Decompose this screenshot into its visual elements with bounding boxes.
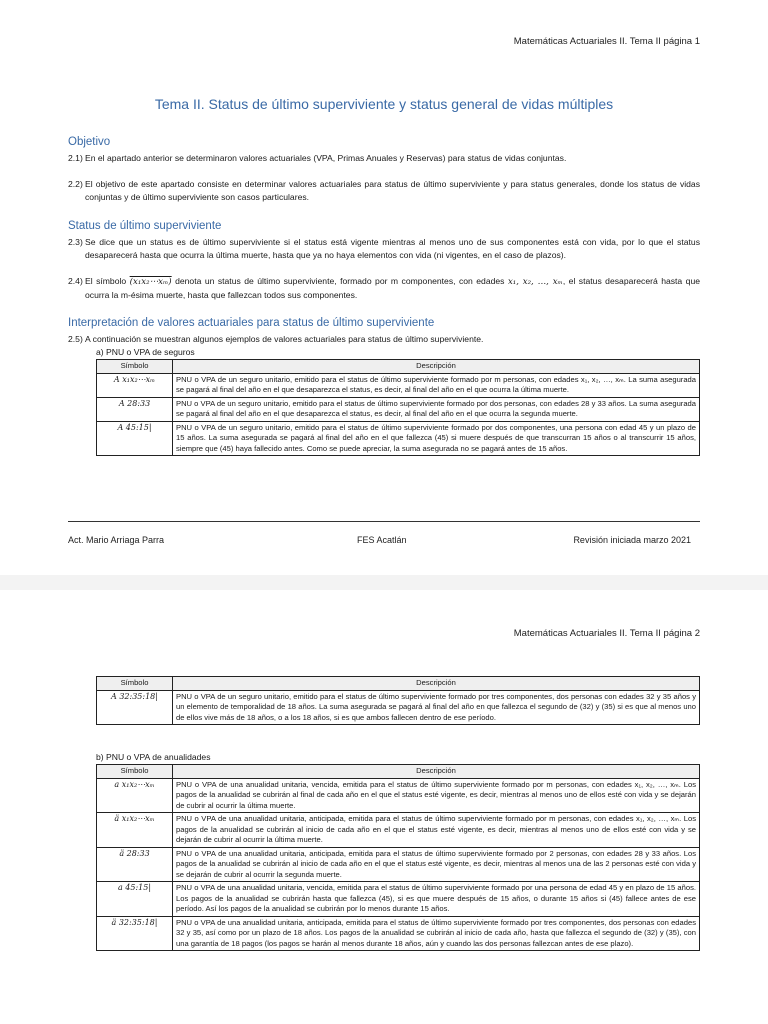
section-heading-status: Status de último superviviente — [68, 220, 222, 232]
paragraph-number: 2.1) — [68, 153, 83, 163]
symbol-cell: A 28:33 — [97, 397, 173, 421]
table-row — [97, 421, 700, 456]
table-header-row — [97, 677, 700, 691]
paragraph-text: El objetivo de este apartado consiste en determinar valores actuariales para status de último superviviente y para status generales, donde los status de vidas conjuntas y de último superviviente son casos particulares. — [85, 179, 700, 202]
symbol-cell: A 32:35:18| — [97, 690, 173, 725]
table-seguros-continuacion — [96, 676, 700, 725]
paragraph-text — [68, 275, 700, 302]
description-cell: PNU o VPA de un seguro unitario, emitido para el status de último superviviente formado por dos personas, con edades 28 y 33 años. La suma asegurada se pagará al final del año en el que desaparezca el status, es decir, al final del año en el que ocurra la segunda muerte. — [173, 397, 700, 421]
table-row — [97, 916, 700, 951]
footer-divider — [68, 521, 700, 522]
table-row — [97, 690, 700, 725]
paragraph-2-4 — [68, 275, 700, 302]
column-header-description: Descripción — [173, 765, 700, 779]
column-header-description: Descripción — [173, 360, 700, 374]
table-row — [97, 397, 700, 421]
symbol-cell: A 45:15| — [97, 421, 173, 456]
paragraph-2-1 — [68, 152, 700, 165]
description-cell: PNU o VPA de un seguro unitario, emitido para el status de último superviviente formado por m personas, con edades x₁, x₂, …, xₘ. La suma asegurada se pagará al final del año en el que desaparezca el status, es decir, al final del año en el que ocurra la última muerte. — [173, 373, 700, 397]
footer-institution: FES Acatlán — [357, 535, 407, 545]
table-seguros — [96, 359, 700, 456]
symbol-cell: ä 32:35:18| — [97, 916, 173, 951]
document-title: Tema II. Status de último superviviente y status general de vidas múltiples — [154, 96, 614, 112]
paragraph-2-3 — [68, 236, 700, 262]
paragraph-2-2 — [68, 178, 700, 204]
footer-author: Act. Mario Arriaga Parra — [68, 535, 165, 545]
footer-revision: Revisión iniciada marzo 2021 — [573, 535, 691, 545]
ages-symbol: x₁, x₂, …, xₘ — [507, 277, 563, 287]
symbol-cell: a x₁x₂⋯xₘ — [97, 778, 173, 813]
table-row — [97, 882, 700, 917]
description-cell: PNU o VPA de una anualidad unitaria, vencida, emitida para el status de último superviviente formado por m personas, con edades x₁, x₂, …, xₘ. Los pagos de la anualidad se cubrirán al final de cada año en el que el status esté vigente, es decir, mientras al menos uno de ellos esté con vida y se dejarán de cubrir al ocurrir la última muerte. — [173, 778, 700, 813]
paragraph-text: En el apartado anterior se determinaron valores actuariales (VPA, Primas Anuales y Reservas) para status de vidas conjuntas. — [85, 153, 567, 163]
symbol-cell: a 45:15| — [97, 882, 173, 917]
column-header-symbol: Símbolo — [97, 765, 173, 779]
table-header-row — [97, 360, 700, 374]
last-survivor-symbol: (x₁x₂⋯xₘ) — [129, 277, 172, 287]
table-row — [97, 847, 700, 882]
column-header-description: Descripción — [173, 677, 700, 691]
page-header: Matemáticas Actuariales II. Tema II página 1 — [513, 36, 700, 47]
column-header-symbol: Símbolo — [97, 360, 173, 374]
paragraph-2-5 — [68, 333, 700, 346]
table-anualidades — [96, 764, 700, 951]
description-cell: PNU o VPA de una anualidad unitaria, anticipada, emitida para el status de último superviviente formado por m personas, con edades x₁, x₂, …, xₘ. Los pagos de la anualidad se cubrirán al inicio de cada año en el que el status esté vigente, es decir, mientras al menos uno de ellos esté con vida y se dejarán de cubrir al ocurrir la última muerte. — [173, 813, 700, 848]
symbol-cell: ä 28:33 — [97, 847, 173, 882]
table-row — [97, 373, 700, 397]
description-cell: PNU o VPA de una anualidad unitaria, anticipada, emitida para el status de último superviviente formado por 2 personas, con edades 28 y 33 años. Los pagos de la anualidad se cubrirán al inicio de cada año en el que el status esté vigente, es decir, mientras al menos una de las 2 personas esté con vida y se dejarán de cubrir al ocurrir la segunda muerte. — [173, 847, 700, 882]
description-cell: PNU o VPA de una anualidad unitaria, vencida, emitida para el status de último superviviente formado por una persona de edad 45 y en plazo de 15 años. Los pagos de la anualidad se cubrirán hasta que fallezca (45), si es que muere después de 15 años, o durante 15 años si (45) fallece antes de ese período. Así los pagos de la anualidad se cubrirán por lo menos durante 15 años. — [173, 882, 700, 917]
paragraph-number: 2.4) — [68, 276, 83, 286]
page-header: Matemáticas Actuariales II. Tema II página 2 — [513, 628, 700, 639]
symbol-cell: ä x₁x₂⋯xₘ — [97, 813, 173, 848]
paragraph-text-part: El símbolo — [85, 276, 130, 286]
page-2 — [0, 590, 768, 1024]
paragraph-number: 2.5) — [68, 334, 83, 344]
section-heading-interpretacion: Interpretación de valores actuariales para status de último superviviente — [68, 317, 435, 329]
subsection-b: b) PNU o VPA de anualidades — [96, 752, 211, 762]
page-separator — [0, 575, 768, 590]
paragraph-text: Se dice que un status es de último superviviente si el status está vigente mientras al menos uno de sus componentes está con vida, por lo que el status desaparecerá hasta que ocurra la última muerte, hasta que ya no haya elementos con vida (ni vigentes, en el caso de plazos). — [85, 237, 700, 260]
paragraph-number: 2.2) — [68, 179, 83, 189]
symbol-cell: A x₁x₂⋯xₘ — [97, 373, 173, 397]
description-cell: PNU o VPA de una anualidad unitaria, anticipada, emitida para el status de último superviviente formado por tres componentes, dos personas con edades 32 y 35, así como por un plazo de 18 años. Los pagos de la anualidad se cubrirán al inicio de cada año, hasta que fallezca el segundo de (32) y (35), con una garantía de 18 pagos (los pagos se harán al menos durante 18 años, aún y cuando las dos personas fallezcan antes de ese plazo). — [173, 916, 700, 951]
table-row — [97, 813, 700, 848]
paragraph-text-part: denota un status de último superviviente, formado por m componentes, con edades — [171, 276, 508, 286]
subsection-a: a) PNU o VPA de seguros — [96, 347, 195, 357]
paragraph-text: A continuación se muestran algunos ejemplos de valores actuariales para status de último superviviente. — [85, 334, 484, 344]
paragraph-number: 2.3) — [68, 237, 83, 247]
table-row — [97, 778, 700, 813]
paragraph-text-part: , el status desaparecerá hasta que ocurra la m-ésima muerte, hasta que fallezcan todos sus componentes. — [85, 276, 701, 300]
description-cell: PNU o VPA de un seguro unitario, emitido para el status de último superviviente formado por tres componentes, dos personas con edades 32 y 35 años y un elemento de temporalidad de 18 años. La suma asegurada se pagará al final del año en que fallezca el segundo de (32) y (35) si es que al menos uno de ellos vive más de 18 años, o a los 18 años, si es que ambos fallecen dentro de ese período. — [173, 690, 700, 725]
column-header-symbol: Símbolo — [97, 677, 173, 691]
description-cell: PNU o VPA de un seguro unitario, emitido para el status de último superviviente formado por dos componentes, una persona con edad 45 y un plazo de 15 años. La suma asegurada se pagará al final del año en el que fallezca (45) si muere después de que transcurran 15 años o al transcurrir 15 años, siempre que (45) haya fallecido antes. Como se puede apreciar, la suma asegurada no se pagará antes de 15 años. — [173, 421, 700, 456]
table-header-row — [97, 765, 700, 779]
section-heading-objetivo: Objetivo — [68, 136, 111, 148]
